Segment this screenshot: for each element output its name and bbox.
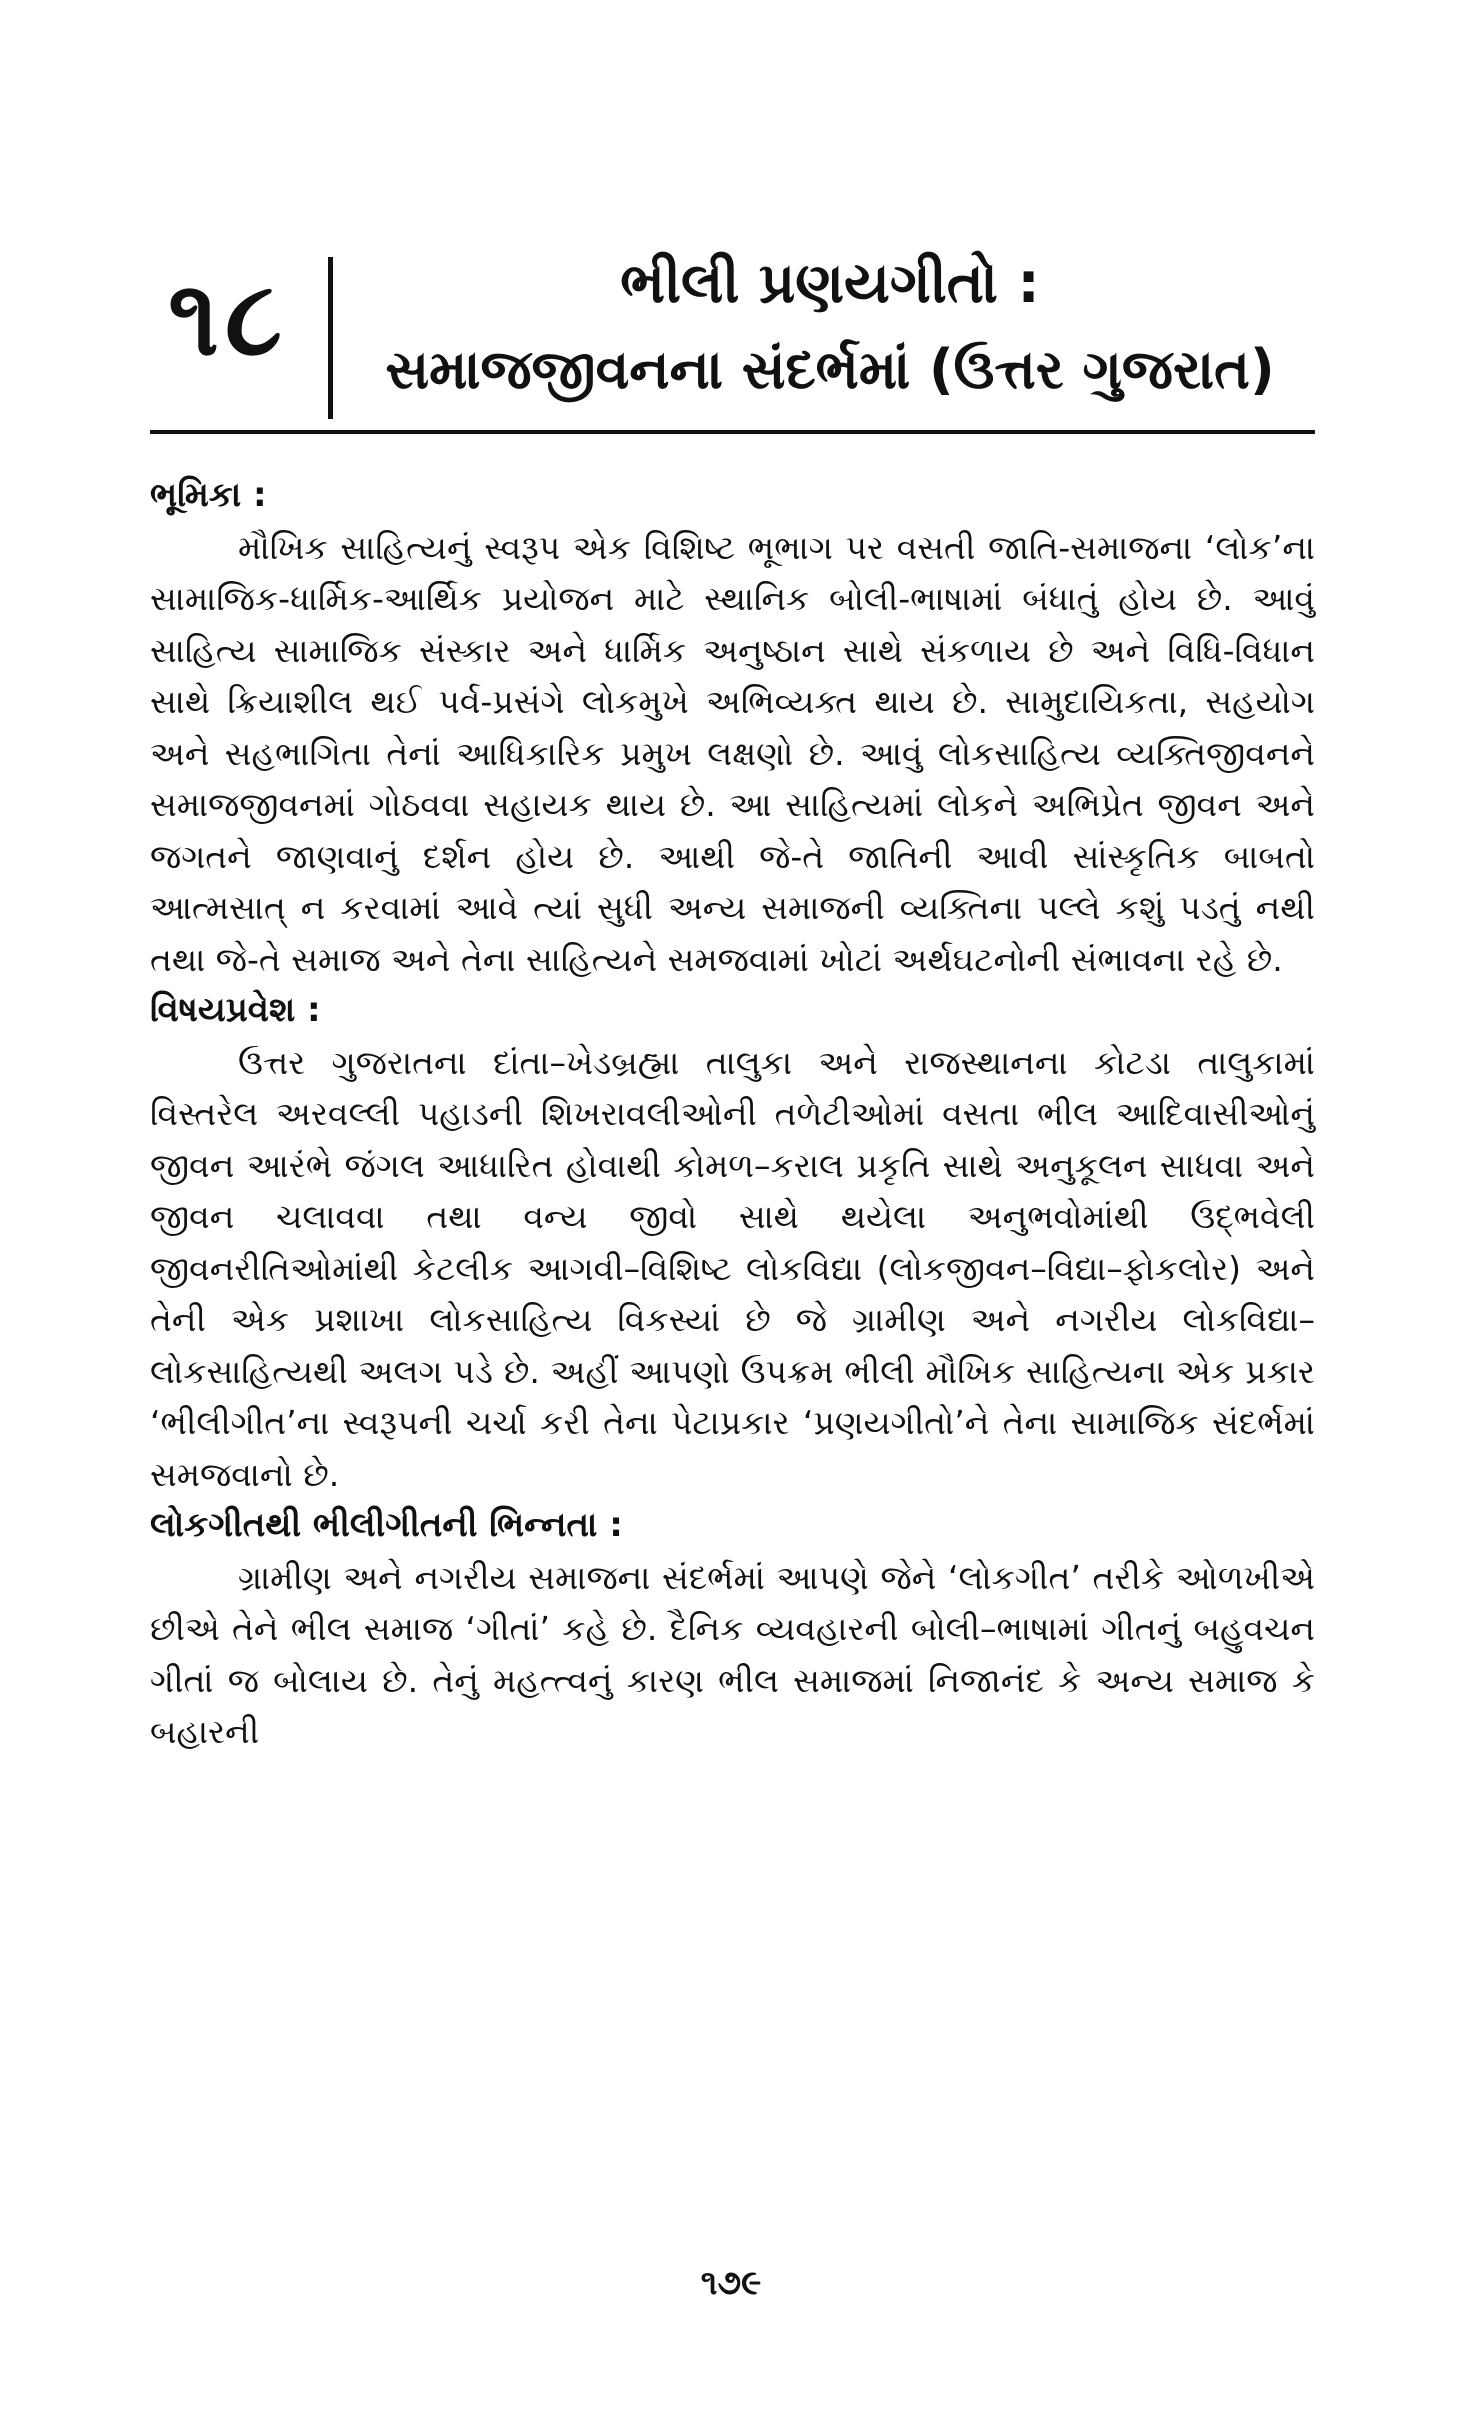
chapter-divider: [328, 257, 333, 419]
section-heading-folksong-difference: લોકગીતથી ભીલીગીતની ભિન્નતા :: [150, 1505, 623, 1545]
section-heading-introduction: ભૂમિકા :: [150, 475, 267, 515]
page-number: ૧૭૯: [700, 2263, 762, 2303]
chapter-title: [345, 243, 1315, 415]
section-introduction: [150, 470, 1315, 985]
chapter-header: [150, 235, 1315, 435]
section-paragraph-subject-entry: ઉત્તર ગુજરાતના દાંતા–ખેડબ્રહ્મા તાલુકા અને રાજસ્થાનના કોટડા તાલુકામાં વિસ્તરેલ અરવલ્લી પહાડની શિખરાવલીઓની તળેટીઓમાં વસતા ભીલ આદિવાસીઓનું જીવન આરંભે જંગલ આધારિત હોવાથી કોમળ–કરાલ પ્રકૃતિ સાથે અનુકૂલન સાધવા અને જીવન ચલાવવા તથા વન્ય જીવો સાથે થયેલા અનુભવોમાંથી ઉદ્ભવેલી જીવનરીતિઓમાંથી કેટલીક આગવી–વિશિષ્ટ લોકવિદ્યા (લોકજીવન–વિદ્યા–ફોકલોર) અને તેની એક પ્રશાખા લોકસાહિત્ય વિકસ્યાં છે જે ગ્રામીણ અને નગરીય લોકવિદ્યા–લોકસાહિત્યથી અલગ પડે છે. અહીં આપણો ઉપક્રમ ભીલી મૌખિક સાહિત્યના એક પ્રકાર ‘ભીલીગીત’ના સ્વરૂપની ચર્ચા કરી તેના પેટાપ્રકાર ‘પ્રણયગીતો’ને તેના સામાજિક સંદર્ભમાં સમજવાનો છે.: [150, 1042, 1315, 1494]
chapter-title-line-2: સમાજજીવનના સંદર્ભમાં (ઉત્તર ગુજરાત): [385, 338, 1275, 401]
section-subject-entry: [150, 985, 1315, 1500]
chapter-body: [150, 470, 1315, 1758]
section-paragraph-folksong-difference: ગ્રામીણ અને નગરીય સમાજના સંદર્ભમાં આપણે જેને ‘લોકગીત’ તરીકે ઓળખીએ છીએ તેને ભીલ સમાજ ‘ગીતાં’ કહે છે. દૈનિક વ્યવહારની બોલી–ભાષામાં ગીતનું બહુવચન ગીતાં જ બોલાય છે. તેનું મહત્ત્વનું કારણ ભીલ સમાજમાં નિજાનંદ કે અન્ય સમાજ કે બહારની: [150, 1557, 1315, 1751]
section-heading-subject-entry: વિષયપ્રવેશ :: [150, 990, 321, 1030]
section-folksong-difference: [150, 1500, 1315, 1758]
header-rule: [150, 430, 1315, 434]
chapter-number: ૧૮: [168, 257, 289, 379]
chapter-title-line-1: ભીલી પ્રણયગીતો :: [620, 251, 1040, 316]
section-paragraph-introduction: મૌખિક સાહિત્યનું સ્વરૂપ એક વિશિષ્ટ ભૂભાગ પર વસતી જાતિ-સમાજના ‘લોક’ના સામાજિક-ધાર્મિક-આર્થિક પ્રયોજન માટે સ્થાનિક બોલી-ભાષામાં બંધાતું હોય છે. આવું સાહિત્ય સામાજિક સંસ્કાર અને ધાર્મિક અનુષ્ઠાન સાથે સંકળાય છે અને વિધિ-વિધાન સાથે ક્રિયાશીલ થઈ પર્વ-પ્રસંગે લોકમુખે અભિવ્યક્ત થાય છે. સામુદાયિકતા, સહયોગ અને સહભાગિતા તેનાં આધિકારિક પ્રમુખ લક્ષણો છે. આવું લોકસાહિત્ય વ્યક્તિજીવનને સમાજજીવનમાં ગોઠવવા સહાયક થાય છે. આ સાહિત્યમાં લોકને અભિપ્રેત જીવન અને જગતને જાણવાનું દર્શન હોય છે. આથી જે-તે જાતિની આવી સાંસ્કૃતિક બાબતો આત્મસાત્ ન કરવામાં આવે ત્યાં સુધી અન્ય સમાજની વ્યક્તિના પલ્લે કશું પડતું નથી તથા જે-તે સમાજ અને તેના સાહિત્યને સમજવામાં ખોટાં અર્થઘટનોની સંભાવના રહે છે.: [150, 527, 1315, 979]
